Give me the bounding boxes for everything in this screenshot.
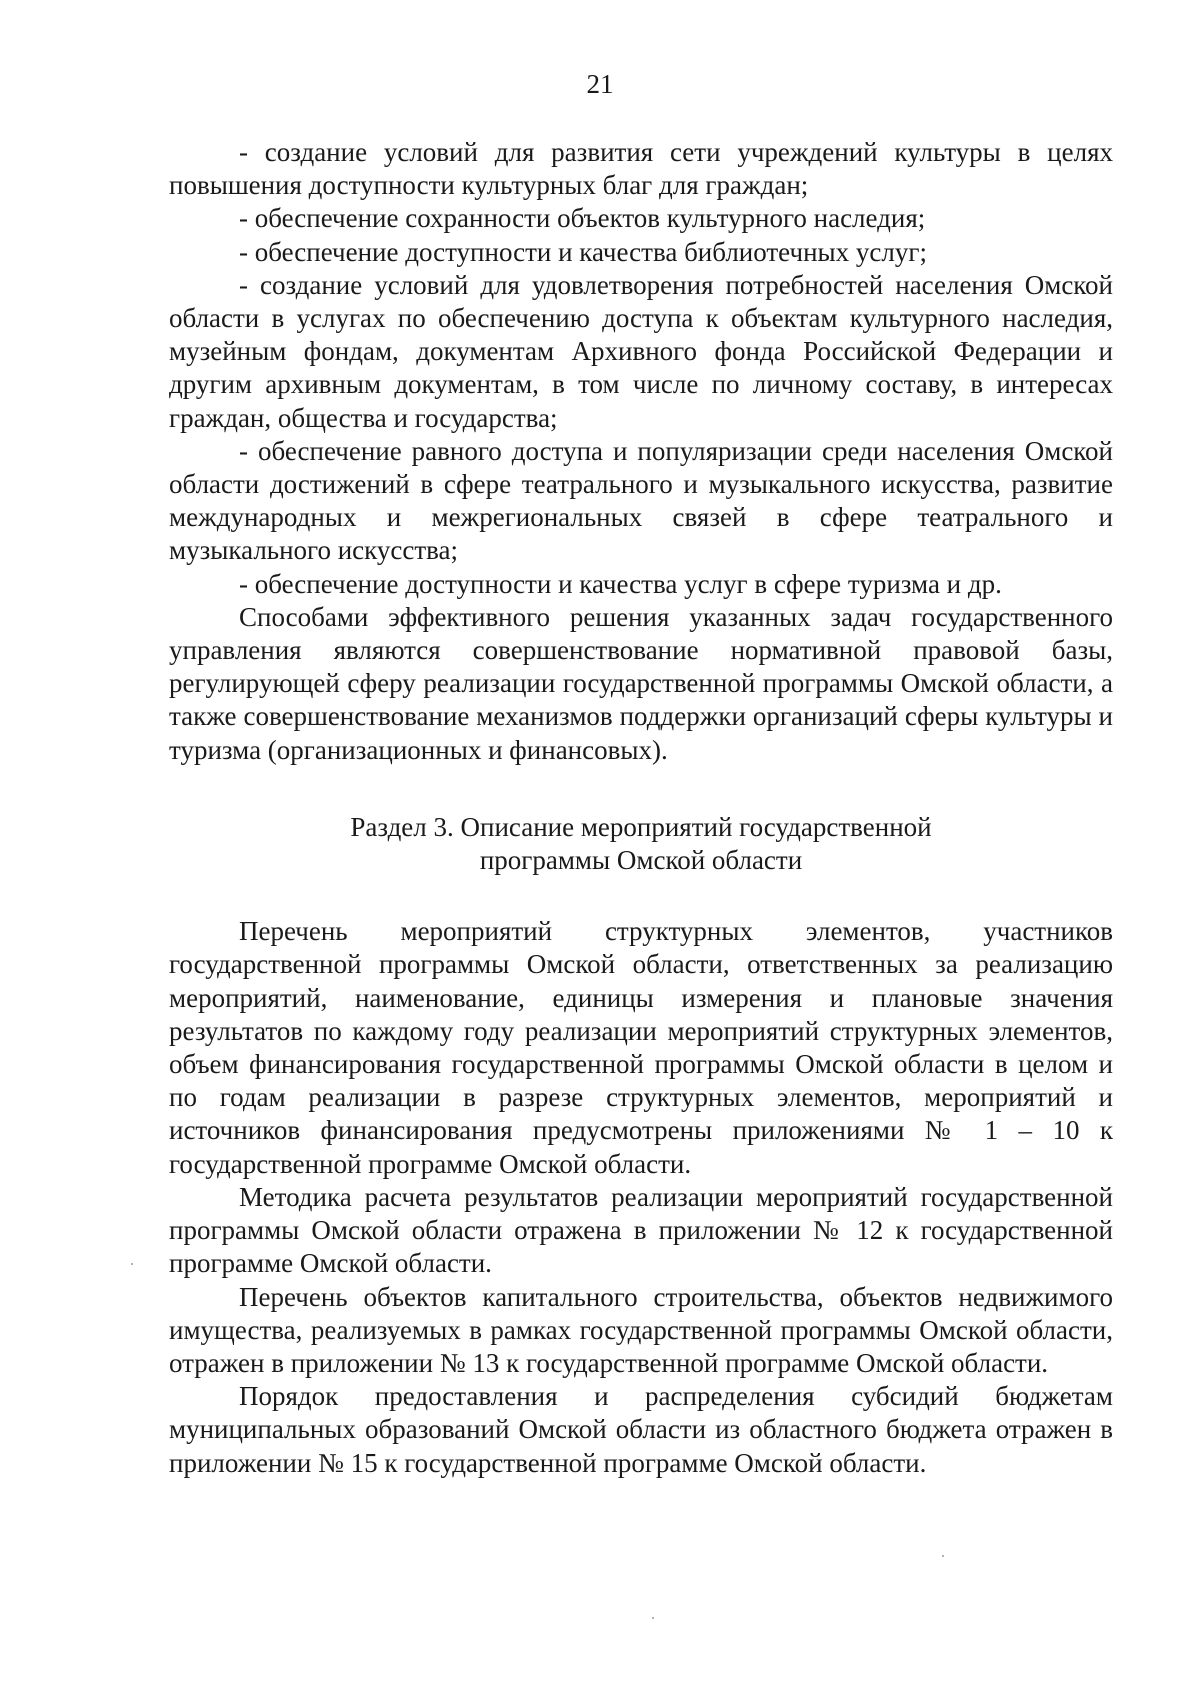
section-heading: Раздел 3. Описание мероприятий государственной программы Омской области [350,811,932,876]
paragraph: Перечень объектов капитального строительства, объектов недвижимого имущества, реализуемых в рамках государственной программы Омской области, отражен в приложении № 13 к государственной программе Омской области. [169,1281,1113,1378]
paragraph: Порядок предоставления и распределения субсидий бюджетам муниципальных образований Омской области из областного бюджета отражен в приложении № 15 к государственной программе Омской области. [169,1381,1113,1478]
paragraph: - создание условий для удовлетворения потребностей населения Омской области в услугах по обеспечению доступа к объектам культурного наследия, музейным фондам, документам Архивного фонда Российской Федерации и другим архивным документам, в том числе по личному составу, в интересах граждан, общества и государства; [169,269,1113,433]
paragraph: Перечень мероприятий структурных элементов, участников государственной программы Омской области, ответственных за реализацию мероприятий, наименование, единицы измерения и плановые значения результатов по каждому году реализации мероприятий структурных элементов, объем финансирования государственной программы Омской области в целом и по годам реализации в разрезе структурных элементов, мероприятий и источников финансирования предусмотрены приложениями № 1 – 10 к государственной программе Омской области. [169,916,1113,1179]
scan-speck [942,1555,944,1557]
scan-speck [131,1263,133,1265]
paragraph: - обеспечение сохранности объектов культурного наследия; [239,203,926,234]
document-body [169,136,1113,1480]
paragraph: - обеспечение равного доступа и популяризации среди населения Омской области достижений в сфере театрального и музыкального искусства, развитие международных и межрегиональных связей в сфере театрального и музыкального искусства; [169,435,1113,566]
page-number: 21 [586,69,614,99]
paragraph: - создание условий для развития сети учреждений культуры в целях повышения доступности культурных благ для граждан; [169,137,1113,201]
paragraph: - обеспечение доступности и качества услуг в сфере туризма и др. [239,568,1002,599]
paragraph: Способами эффективного решения указанных задач государственного управления являются совершенствование нормативной правовой базы, регулирующей сферу реализации государственной программы Омской области, а также совершенствование механизмов поддержки организаций сферы культуры и туризма (организационных и финансовых). [169,601,1113,765]
scan-speck [652,1617,654,1619]
paragraph: - обеспечение доступности и качества библиотечных услуг; [239,236,927,267]
paragraph: Методика расчета результатов реализации мероприятий государственной программы Омской области отражена в приложении № 12 к государственной программе Омской области. [169,1181,1113,1279]
